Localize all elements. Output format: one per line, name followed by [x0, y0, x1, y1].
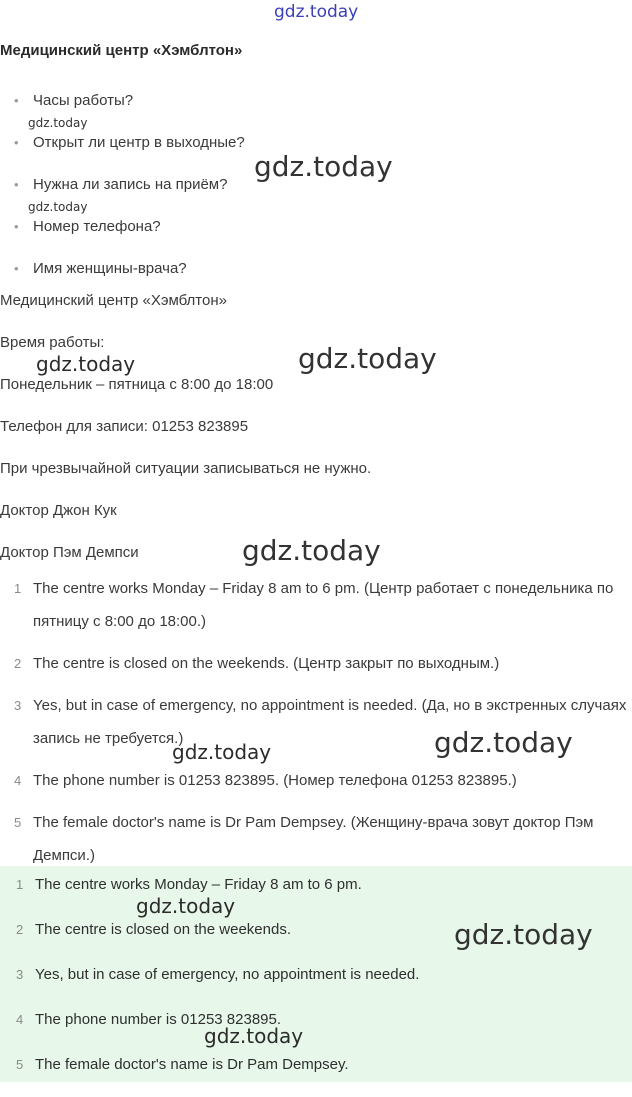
- final-answer-list: [0, 872, 632, 1097]
- doctor-line: Доктор Джон Кук: [0, 502, 117, 519]
- answer-text: The female doctor's name is Dr Pam Dempsey. (Женщину-врача зовут доктор Пэм Демпси.): [33, 814, 594, 864]
- list-item: [0, 1052, 632, 1097]
- answer-text: Yes, but in case of emergency, no appointment is needed.: [35, 966, 420, 983]
- final-answer-box: [0, 866, 632, 1082]
- item-number: 2: [14, 656, 22, 671]
- list-item: [0, 1007, 632, 1052]
- watermark: gdz.today: [242, 534, 381, 567]
- item-number: 4: [14, 773, 22, 788]
- hours-label: Время работы:: [0, 334, 105, 351]
- item-number: 1: [14, 581, 22, 596]
- item-number: 3: [14, 698, 22, 713]
- answer-text: The centre is closed on the weekends. (Центр закрыт по выходным.): [33, 655, 500, 672]
- doctor-line: Доктор Пэм Демпси: [0, 544, 139, 561]
- list-item: [0, 806, 632, 872]
- item-number: 1: [16, 877, 24, 892]
- item-number: 5: [14, 815, 22, 830]
- watermark: gdz.today: [36, 352, 136, 376]
- watermark: gdz.today: [136, 894, 236, 918]
- watermark: gdz.today: [28, 116, 88, 130]
- answer-text: The phone number is 01253 823895.: [35, 1011, 282, 1028]
- answer-text: Yes, but in case of emergency, no appointment is needed. (Да, но в экстренных случаях запись не требуется.): [33, 697, 627, 747]
- answer-text: The centre is closed on the weekends.: [35, 921, 291, 938]
- watermark-top: gdz.today: [274, 2, 359, 22]
- item-number: 4: [16, 1012, 24, 1027]
- list-item: • Открыт ли центр в выходные?: [14, 132, 245, 174]
- page-title: Медицинский центр «Хэмблтон»: [0, 42, 243, 59]
- item-number: 3: [16, 967, 24, 982]
- emergency-line: При чрезвычайной ситуации записываться не нужно.: [0, 460, 372, 477]
- list-item: • Номер телефона?: [14, 216, 245, 258]
- item-number: 2: [16, 922, 24, 937]
- list-item: [0, 962, 632, 1007]
- list-item: • Нужна ли запись на приём?: [14, 174, 245, 216]
- answer-text: The centre works Monday – Friday 8 am to 6 pm.: [35, 876, 362, 893]
- list-item: [0, 872, 632, 917]
- phone-line: Телефон для записи: 01253 823895: [0, 418, 249, 435]
- watermark: gdz.today: [28, 200, 88, 214]
- item-number: 5: [16, 1057, 24, 1072]
- watermark: gdz.today: [254, 150, 393, 183]
- list-item: • Часы работы?: [14, 90, 245, 132]
- center-name: Медицинский центр «Хэмблтон»: [0, 292, 227, 309]
- hours-value: Понедельник – пятница с 8:00 до 18:00: [0, 376, 274, 393]
- watermark: gdz.today: [172, 740, 272, 764]
- list-item: [0, 572, 632, 638]
- answer-text: The centre works Monday – Friday 8 am to 6 pm. (Центр работает с понедельника по пятницу с 8:00 до 18:00.): [33, 580, 614, 630]
- answer-text: The phone number is 01253 823895. (Номер телефона 01253 823895.): [33, 772, 517, 789]
- watermark: gdz.today: [434, 726, 573, 759]
- answer-text: The female doctor's name is Dr Pam Dempsey.: [35, 1056, 349, 1073]
- list-item: [0, 647, 632, 680]
- watermark: gdz.today: [204, 1024, 304, 1048]
- watermark: gdz.today: [454, 918, 593, 951]
- list-item: • Имя женщины-врача?: [14, 258, 245, 300]
- list-item: [0, 764, 632, 797]
- watermark: gdz.today: [298, 342, 437, 375]
